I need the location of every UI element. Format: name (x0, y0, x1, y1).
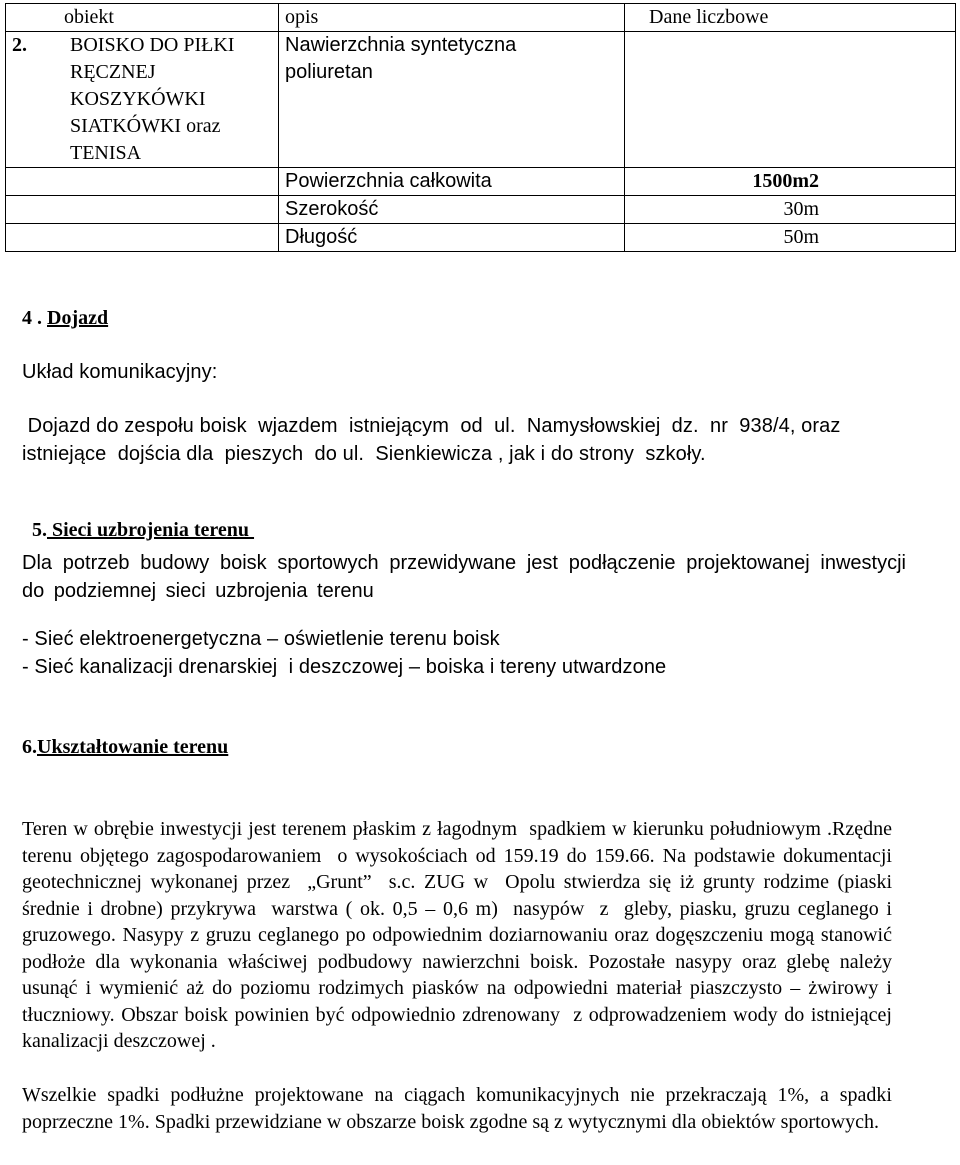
object-number: 2. (12, 34, 27, 56)
header-dane-liczbowe: Dane liczbowe (625, 4, 956, 32)
section-5-list-item: - Sieć elektroenergetyczna – oświetlenie terenu boisk (22, 628, 500, 650)
table-row (6, 224, 956, 252)
section-4-line: Dojazd do zespołu boisk wjazdem istniejącym od ul. Namysłowskiej dz. nr 938/4, oraz (22, 415, 841, 437)
row-value: 1500m2 (625, 168, 956, 196)
section-6-paragraph: Teren w obrębie inwestycji jest terenem płaskim z łagodnym spadkiem w kierunku południowym .Rzędne terenu objętego zagospodarowaniem o wysokościach od 159.19 do 159.66. Na podstawie dokumentacji geotechnicznej wykonanej przez „Grunt” s.c. ZUG w Opolu stwierdza się iż grunty rodzime (piaski średnie i drobne) przykrywa warstwa ( ok. 0,5 – 0,6 m) nasypów z gleby, piasku, gruzu ceglanego i gruzowego. Nasypy z gruzu ceglanego po odpowiednim doziarnowaniu oraz dogęszczeniu mogą stanowić podłoże dla wykonania właściwej podbudowy nawierzchni boisk. Pozostałe nasypy oraz glebę należy usunąć i wymienić aż do poziomu rodzimych piasków na odpowiedni materiał piaszczysto – żwirowy i tłuczniowy. Obszar boisk powinien być odpowiednio zdrenowany z odprowadzeniem wody do istniejącej kanalizacji deszczowej . (22, 818, 902, 1052)
section-5-heading (22, 496, 254, 542)
table-row (6, 196, 956, 224)
section-6-number: 6. (22, 736, 37, 758)
value-cell-empty (625, 32, 956, 168)
empty-cell (6, 168, 279, 196)
section-6-title: Ukształtowanie terenu (37, 736, 229, 758)
section-4-heading (22, 307, 108, 330)
section-5-list-item: - Sieć kanalizacji drenarskiej i deszczowej – boiska i tereny utwardzone (22, 656, 667, 678)
object-cell (6, 32, 279, 168)
row-label: Szerokość (279, 196, 625, 224)
section-4-title: Dojazd (47, 307, 109, 329)
object-name (70, 32, 234, 167)
description-line: poliuretan (285, 61, 373, 83)
section-4-number: 4 . (22, 307, 47, 329)
spec-table (5, 3, 956, 252)
table-row (6, 32, 956, 168)
row-value: 50m (625, 224, 956, 252)
table-header-row (6, 4, 956, 32)
object-name-line: SIATKÓWKI oraz (70, 115, 221, 137)
object-name-line: TENISA (70, 142, 142, 164)
row-label: Długość (279, 224, 625, 252)
section-6-heading (22, 736, 228, 759)
empty-cell (6, 196, 279, 224)
section-4-line: istniejące dojścia dla pieszych do ul. Sienkiewicza , jak i do strony szkoły. (22, 443, 706, 465)
section-4-subtitle: Układ komunikacyjny: (22, 361, 218, 383)
section-5-paragraph: Dla potrzeb budowy boisk sportowych przewidywane jest podłączenie projektowanej inwestycji do podziemnej sieci uzbrojenia terenu (22, 552, 906, 602)
row-label: Powierzchnia całkowita (279, 168, 625, 196)
section-6-paragraph: Wszelkie spadki podłużne projektowane na ciągach komunikacyjnych nie przekraczają 1%, a spadki poprzeczne 1%. Spadki przewidziane w obszarze boisk zgodne są z wytycznymi dla obiektów sportowych. (22, 1084, 892, 1133)
description-line: Nawierzchnia syntetyczna (285, 34, 517, 56)
empty-cell (6, 224, 279, 252)
section-5-title: Sieci uzbrojenia terenu (47, 519, 255, 541)
header-obiekt: obiekt (6, 4, 279, 32)
object-name-line: BOISKO DO PIŁKI (70, 34, 235, 56)
table-row (6, 168, 956, 196)
row-value: 30m (625, 196, 956, 224)
object-name-line: RĘCZNEJ (70, 61, 156, 83)
header-opis: opis (279, 4, 625, 32)
section-5-number: 5. (32, 519, 47, 541)
description-cell (279, 32, 625, 168)
object-name-line: KOSZYKÓWKI (70, 88, 206, 110)
